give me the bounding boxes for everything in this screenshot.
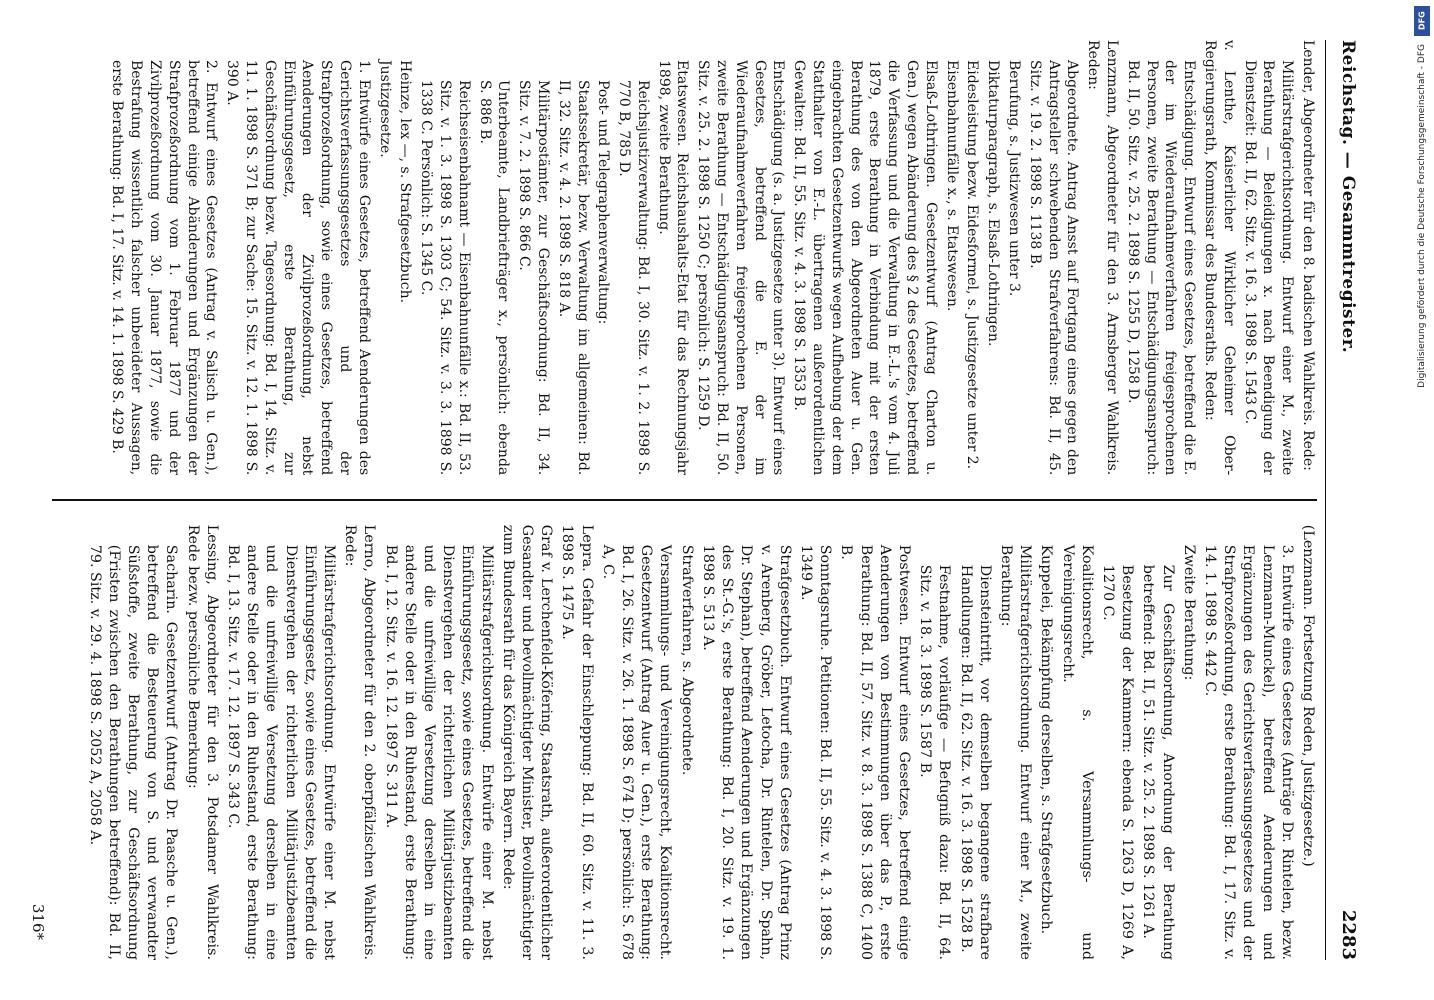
entry: Lenzmann, Abgeordneter für den 3. Arnsberger Wahlkreis. Reden: <box>1085 40 1121 476</box>
entry: Militärstrafgerichtsordnung. Entwürfe einer M. nebst Einführungsgesetz, sowie eines Gesetzes, betreffend die Dienstvergehen der richterlichen Militärjustizbeamten und die unfreiwillige Versetzung derselben in eine andere Stelle oder in den Ruhestand, erste Berathung: Bd. I, 13. Sitz. v. 17. 12. 1897 S. 343 C. <box>225 544 338 960</box>
entry: Abgeordnete. Antrag Ansst auf Fortgang eines gegen den Antragsteller schwebenden Strafverfahrens: Bd. II, 45. Sitz. v. 19. 2. 1898 S. 1138 B. <box>1026 60 1081 476</box>
entry: Post- und Telegraphenverwaltung: <box>595 80 612 325</box>
sidebar-credit <box>1410 0 1434 1000</box>
entry: Koalitionsrecht, s. Versammlungs- und Vereinigungsrecht. <box>1059 544 1095 960</box>
entry: Besetzung der Kammern: ebenda S. 1263 D, 1269 A, 1270 C. <box>1099 564 1136 960</box>
entry: Reichsjustizverwaltung: Bd. I, 30. Sitz. v. 1. 2. 1898 S. 770 B, 785 D. <box>616 80 651 476</box>
entry: Etatswesen. Reichshaushalts-Etat für das Rechnungsjahr 1898, zweite Berathung. <box>655 60 691 476</box>
left-column <box>52 40 1317 475</box>
entry: Lerno, Abgeordneter für den 2. oberpfälzischen Wahlkreis. Rede: <box>342 524 378 960</box>
entry: Staatssekretär, bezw. Verwaltung im allgemeinen: Bd. II, 32. Sitz. v. 4. 2. 1898 S. 818 A. <box>555 80 591 476</box>
entry: Heinze, lex —, s. Strafgesetzbuch. <box>397 60 414 304</box>
entry: Kuppelei, Bekämpfung derselben, s. Strafgesetzbuch. <box>1038 544 1055 935</box>
entry: 1. Entwürfe eines Gesetzes, betreffend Aenderungen des Gerichtsverfassungsgesetzes und der Strafprozeßordnung, sowie eines Gesetzes, betreffend Aenderungen der Zivilprozeßordnung, nebst Einführungsgesetz, erste Berathung, zur Geschäftsordnung bezw. Tagesordnung: Bd. I, 14. Sitz. v. 11. 1. 1898 S. 371 B; zur Sache: 15. Sitz. v. 12. 1. 1898 S. 390 A. <box>224 60 372 476</box>
entry: 2. Entwurf eines Gesetzes (Antrag v. Salisch u. Gen.), betreffend einige Abänderungen und Ergänzungen der Strafprozeßordnung vom 1. Februar 1877 und der Zivilprozeßordnung vom 30. Januar 1877, sowie die Bestrafung wissentlich falscher unbeeideter Aussagen, erste Berathung: Bd. I, 17. Sitz. v. 14. 1. 1898 S. 429 B. <box>109 60 220 476</box>
entry: Entschädigung (s. a. Justizgesetze unter 3). Entwurf eines Gesetzes, betreffend die E. der im Wiederaufnahmeverfahren freigesprochenen Personen, zweite Berathung — Entschädigungsanspruch: Bd. II, 50. Sitz. v. 25. 2. 1898 S. 1250 C; persönlich: S. 1259 D. <box>695 60 787 476</box>
entry: (Lenzmann. Fortsetzung Reden, Justizgesetze.) <box>1300 524 1316 867</box>
page-number: 2283 <box>1338 909 1359 960</box>
right-column <box>52 525 1317 960</box>
entry: Eisenbahnunfälle x., s. Etatswesen. <box>943 60 960 312</box>
entry: Militärstrafgerichtsordnung. Entwürfe einer M. nebst Einführungsgesetz, sowie eines Gesetzes, betreffend die Dienstvergehen der richterlichen Militärjustizbeamten und die unfreiwillige Versetzung derselben in eine andere Stelle oder in den Ruhestand, erste Berathung: Bd. I, 12. Sitz. v. 16. 12. 1897 S. 311 A. <box>382 544 495 960</box>
column-divider <box>52 499 1317 501</box>
entry: Unterbeamte, Landbriefträger x., persönlich: ebenda S. 886 B. <box>476 80 512 476</box>
entry: Elsaß-Lothringen. Gesetzentwurf (Antrag Charton u. Gen.) wegen Abänderung des § 2 des Gesetzes, betreffend die Verfassung und die Verwaltung in E.-L.'s vom 4. Juli 1879, erste Berathung in Verbindung mit der ersten Berathung des von den Abgeordneten Auer u. Gen. eingebrachten Gesetzentwurfs wegen Aufhebung der dem Statthalter von E.-L. übertragenen außerordentlichen Gewalten: Bd. II, 55. Sitz. v. 4. 3. 1898 S. 1353 B. <box>791 60 939 476</box>
entry: Strafverfahren, s. Abgeordnete. <box>678 544 695 776</box>
entry: Postwesen. Entwurf eines Gesetzes, betreffend einige Aenderungen von Bestimmungen über das P., erste Berathung: Bd. II, 57. Sitz. v. 8. 3. 1898 S. 1388 C, 1400 B. <box>838 544 912 960</box>
entry: v. Lenthe, Kaiserlicher Wirklicher Geheimer Ober-Regierungsrath, Kommissar des Bundesraths. Reden: <box>1202 40 1237 476</box>
entry: Lessing, Abgeordneter für den 3. Potsdamer Wahlkreis. Rede bezw. persönliche Bemerkung: <box>184 524 220 960</box>
entry: Militärstrafgerichtsordnung. Entwurf einer M., zweite Berathung — Beleidigungen x. nach Beendigung der Dienstzeit: Bd. II, 62. Sitz. v. 16. 3. 1898 S. 1543 C. <box>1241 60 1296 476</box>
entry: Entschädigung. Entwurf eines Gesetzes, betreffend die E. der im Wiederaufnahmeverfahren freigesprochenen Personen, zweite Berathung — Entschädigungsanspruch: Bd. II, 50. Sitz. v. 25. 2. 1898 S. 1255 D, 1258 D. <box>1124 60 1198 476</box>
entry: Lender, Abgeordneter für den 8. badischen Wahlkreis. Rede: <box>1300 40 1316 471</box>
entry: 3. Entwürfe eines Gesetzes (Anträge Dr. Rintelen, bezw. Lenzmann-Munckel), betreffend Aenderungen und Ergänzungen des Gerichtsverfassungsgesetzes und der Strafprozeßordnung, erste Berathung: Bd. I, 17. Sitz. v. 14. 1. 1898 S. 442 C. <box>1201 544 1295 960</box>
entry: Militärstrafgerichtsordnung. Entwurf einer M., zweite Berathung: <box>997 544 1034 960</box>
digitization-credit: Digitalisierung gefördert durch die Deutsche Forschungsgemeinschaft - DFG <box>1417 44 1427 388</box>
entry: Lepra. Gefahr der Einschleppung: Bd. II, 60. Sitz. v. 11. 3. 1898 S. 1475 A. <box>559 524 595 960</box>
entry: Sonntagsruhe. Petitionen: Bd. II, 55. Sitz. v. 4. 3. 1898 S. 1349 A. <box>797 544 834 960</box>
entry: Zur Geschäftsordnung, Anordnung der Berathung betreffend: Bd. II, 51. Sitz. v. 25. 2. 1898 S. 1261 A. <box>1140 564 1176 960</box>
dfg-logo: DFG <box>1414 6 1430 36</box>
entry: Versammlungs- und Vereinigungsrecht, Koalitionsrecht. Gesetzentwurf (Antrag Auer u. Gen.), erste Berathung: Bd. I, 26. Sitz. v. 26. 1. 1898 S. 674 D; persönlich: S. 678 A, C. <box>599 544 674 960</box>
page-title: Reichstag. — Gesammtregister. <box>1338 40 1358 354</box>
entry: Militärpostämter, zur Geschäftsordnung: Bd. II, 34. Sitz. v. 7. 2. 1898 S. 866 C. <box>516 80 551 476</box>
page-header <box>1325 40 1358 960</box>
entry: Berufung, s. Justizwesen unter 3. <box>1006 60 1023 297</box>
entry: Zweite Berathung: <box>1180 544 1197 681</box>
entry: Sacharin. Gesetzentwurf (Antrag Dr. Paasche u. Gen.), betreffend die Besteuerung von S. und verwandter Süßstoffe, zweite Berathung, zur Geschäftsordnung (Fristen zwischen den Berathungen betreffend): Bd. II, 79. Sitz. v. 29. 4. 1898 S. 2052 A, 2058 A. <box>86 544 180 960</box>
entry: Eidesleistung bezw. Eidesformel, s. Justizgesetze unter 2. <box>964 60 981 470</box>
entry: Festnahme, vorläufige — Befugniß dazu: Bd. II, 64. Sitz. v. 18. 3. 1898 S. 1587 B. <box>917 564 953 960</box>
entry: Graf v. Lerchenfeld-Köfering, Staatsrath, außerordentlicher Gesandter und bevollmächtigter Minister, Bevollmächtigter zum Bundesrath für das Königreich Bayern. Rede: <box>499 524 555 960</box>
entry: Justizgesetze. <box>376 60 393 158</box>
entry: Diensteintritt, vor demselben begangene strafbare Handlungen: Bd. II, 62. Sitz. v. 16. 3. 1898 S. 1528 B. <box>957 564 993 960</box>
signature-mark: 316* <box>29 903 48 940</box>
entry: Strafgesetzbuch. Entwurf eines Gesetzes (Antrag Prinz v. Arenberg, Gröber, Letocha, Dr. Rintelen, Dr. Spahn, Dr. Stephan), betreffend Aenderungen und Ergänzungen des St.-G.'s, erste Berathung: Bd. I, 20. Sitz. v. 19. 1. 1898 S. 513 A. <box>699 544 793 960</box>
text-columns <box>52 40 1317 960</box>
entry: Diktaturparagraph, s. Elsaß-Lothringen. <box>985 60 1002 347</box>
entry: Reichseisenbahnamt — Eisenbahnunfälle x.: Bd. II, 53. Sitz. v. 1. 3. 1898 S. 1303 C; 54. Sitz. v. 3. 3. 1898 S. 1338 C. Persönlich: S. 1345 C. <box>418 80 472 476</box>
